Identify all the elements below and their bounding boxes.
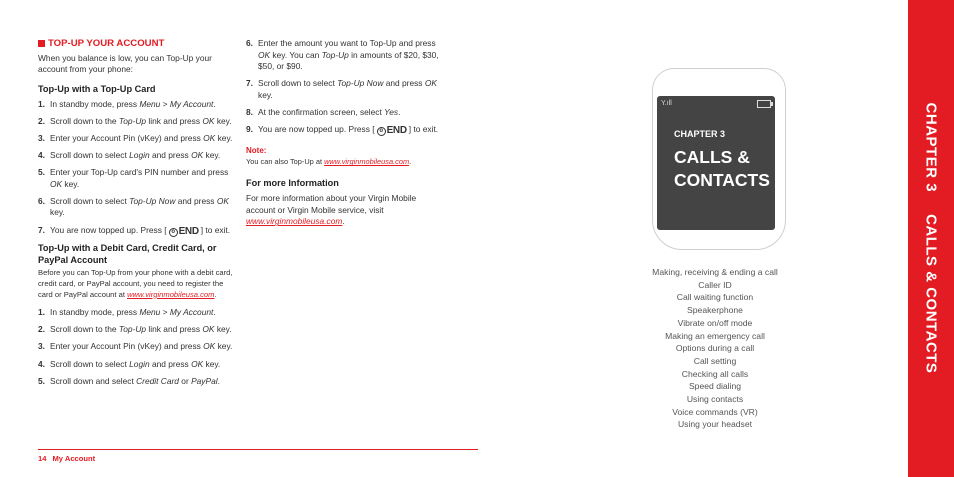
step-text: In standby mode, press [50,99,140,109]
step-text: Scroll down and select [50,375,137,386]
topic-item: Call setting [693,355,737,366]
subheading-topup-card: Top-Up with a Top-Up Card [38,83,156,94]
step-text: 6. [246,38,253,48]
topic-item: Speed dialing [688,381,742,392]
step-text: 2. [38,324,45,335]
step-text: In standby mode, press [50,307,140,318]
step-text: 1. [38,99,45,109]
step-text: . [398,106,401,117]
step-text: 2. [38,116,45,127]
step-text: Enter your Account Pin (vKey) and press [50,341,204,352]
emphasis-text: Top-Up [118,324,147,335]
step-item [38,307,238,319]
intro-text: When you balance is low, you can Top-Up your account from your phone: [38,52,212,74]
step-item [38,359,238,371]
step-text: key. [215,341,233,352]
chapter-tab-text: CHAPTER 3CALLS & CONTACTS [922,102,940,374]
page-number: 14 [38,454,47,463]
step-text: key. [215,133,233,144]
step-text: At the confirmation screen, select [258,106,385,117]
step-text: key. [62,178,80,189]
step-item [38,167,238,190]
emphasis-text: OK [191,150,204,161]
debit-card-steps [38,307,238,387]
topic-item: Call waiting function [676,292,754,303]
emphasis-text: OK [216,195,229,206]
step-item [38,99,238,111]
step-text: Enter the amount you want to Top-Up and press [258,38,436,48]
emphasis-text: Menu [139,99,161,109]
note-title: Note: [246,145,267,155]
emphasis-text: My Account [169,99,214,109]
step-item [246,38,444,73]
step-text: link and press [146,116,203,127]
virgin-mobile-link[interactable]: www.virginmobileusa.com [127,289,215,299]
note-text: You can also Top-Up at www.virginmobileusa.com. [246,157,412,167]
step-text: Enter your Account Pin (vKey) and press [50,133,204,144]
step-text: 4. [38,358,45,369]
step-text: Scroll down to select [50,358,130,369]
signal-icon: Y.ıll [661,100,672,107]
step-text: 7. [246,78,253,89]
continued-steps [246,38,444,118]
step-9-list [246,124,444,137]
topic-item: Speakerphone [687,305,743,316]
step-item [38,376,238,388]
step-text: in amounts of $20, $30, $50, or $90. [258,49,439,71]
topic-item: Using contacts [686,394,744,405]
step-text: 4. [38,150,45,161]
step-text: and press [175,195,217,206]
emphasis-text: OK [202,324,215,335]
topic-item: Checking all calls [681,368,749,379]
emphasis-text: Credit Card [136,375,179,386]
screen-chapter-label: CHAPTER 3 [674,129,726,139]
more-info-link[interactable]: www.virginmobileusa.com [246,216,343,227]
step-text: or [178,375,192,386]
footer-rule [38,449,478,450]
topic-item: Using your headset [677,419,753,430]
step-item [38,116,238,128]
step-item: 7. You are now topped up. Press [ o END ] to exit. [38,224,231,237]
step-item [246,107,444,119]
step-text: Scroll down to the [50,116,119,127]
step-text: 8. [246,106,253,117]
footer [38,454,95,463]
emphasis-text: My Account [169,307,214,318]
emphasis-text: OK [191,358,204,369]
step-text: and press [149,150,192,161]
step-text: > [160,307,170,318]
step-text: key. [214,324,232,335]
topic-item: Vibrate on/off mode [677,317,753,328]
step-text: 3. [38,341,45,352]
step-text: 1. [38,307,45,318]
step-text: . [217,375,220,386]
end-key-icon: o END [377,125,407,137]
step-text: Scroll down to select [50,195,130,206]
step-item [38,341,238,353]
emphasis-text: Top-Up Now [337,78,384,89]
debit-card-description: Before you can Top-Up from your phone with a debit card, credit card, or PayPal account, you need to register the card or PayPal account at www.virginmobileusa.com. [38,268,233,299]
step-text: > [160,99,170,109]
footer-section: My Account [52,454,96,463]
step-text: Scroll down to select [258,78,338,89]
bullet-square-icon [38,40,45,47]
step-item [246,78,444,101]
emphasis-text: Top-Up Now [129,195,176,206]
step-text: Scroll down to select [50,150,130,161]
topup-card-step-7 [38,225,238,238]
step-text: key. [50,207,65,218]
step-text: key. [258,89,273,100]
emphasis-text: OK [202,116,215,127]
step-item [38,150,238,162]
end-key-icon: o END [169,226,199,238]
topic-item: Making, receiving & ending a call [652,267,778,277]
step-item [38,196,238,219]
step-text: 5. [38,375,45,386]
emphasis-text: Yes [384,106,399,117]
section-title: TOP-UP YOUR ACCOUNT [38,38,238,50]
step-text: key. [214,116,232,127]
emphasis-text: OK [424,78,437,89]
topic-item: Voice commands (VR) [672,406,758,417]
step-text: 6. [38,195,45,206]
emphasis-text: Top-Up [321,49,349,60]
step-text: and press [383,78,425,89]
step-text: Enter your Top-Up card's PIN number and press [50,167,229,178]
emphasis-text: Top-Up [118,116,147,127]
emphasis-text: OK [203,341,216,352]
emphasis-text: Login [129,150,150,161]
step-text: . [213,99,216,109]
step-text: and press [149,358,192,369]
topic-item: Options during a call [675,343,755,354]
emphasis-text: OK [258,49,271,60]
step-text: key. You can [270,49,322,60]
step-text: key. [203,358,221,369]
emphasis-text: OK [50,178,63,189]
emphasis-text: OK [203,133,216,144]
step-item: 9. You are now topped up. Press [ o END ] to exit. [246,124,439,137]
step-text: Scroll down to the [50,324,119,335]
middle-column [246,38,444,228]
emphasis-text: Login [129,358,150,369]
step-text: 5. [38,167,45,178]
more-info-text: For more information about your Virgin Mobile account or Virgin Mobile service, visit www.virginmobileusa.com. [246,193,417,227]
step-text: key. [203,150,221,161]
step-text: . [213,307,216,318]
step-text: link and press [146,324,203,335]
note-link[interactable]: www.virginmobileusa.com [324,157,410,167]
battery-icon [757,100,771,108]
phone-screen [657,96,775,230]
topic-item: Making an emergency call [665,330,765,341]
chapter-topics [600,266,830,431]
left-column [38,38,238,393]
emphasis-text: PayPal [191,375,218,386]
step-item [38,324,238,336]
topup-card-steps [38,99,238,219]
subheading-debit-card: Top-Up with a Debit Card, Credit Card, or PayPal Account [38,243,217,265]
emphasis-text: Menu [139,307,161,318]
topic-item: Caller ID [698,279,732,290]
more-info-heading: For more Information [246,177,339,188]
screen-chapter-title: CALLS & CONTACTS [674,147,770,190]
step-item [38,133,238,145]
step-text: 3. [38,133,45,144]
